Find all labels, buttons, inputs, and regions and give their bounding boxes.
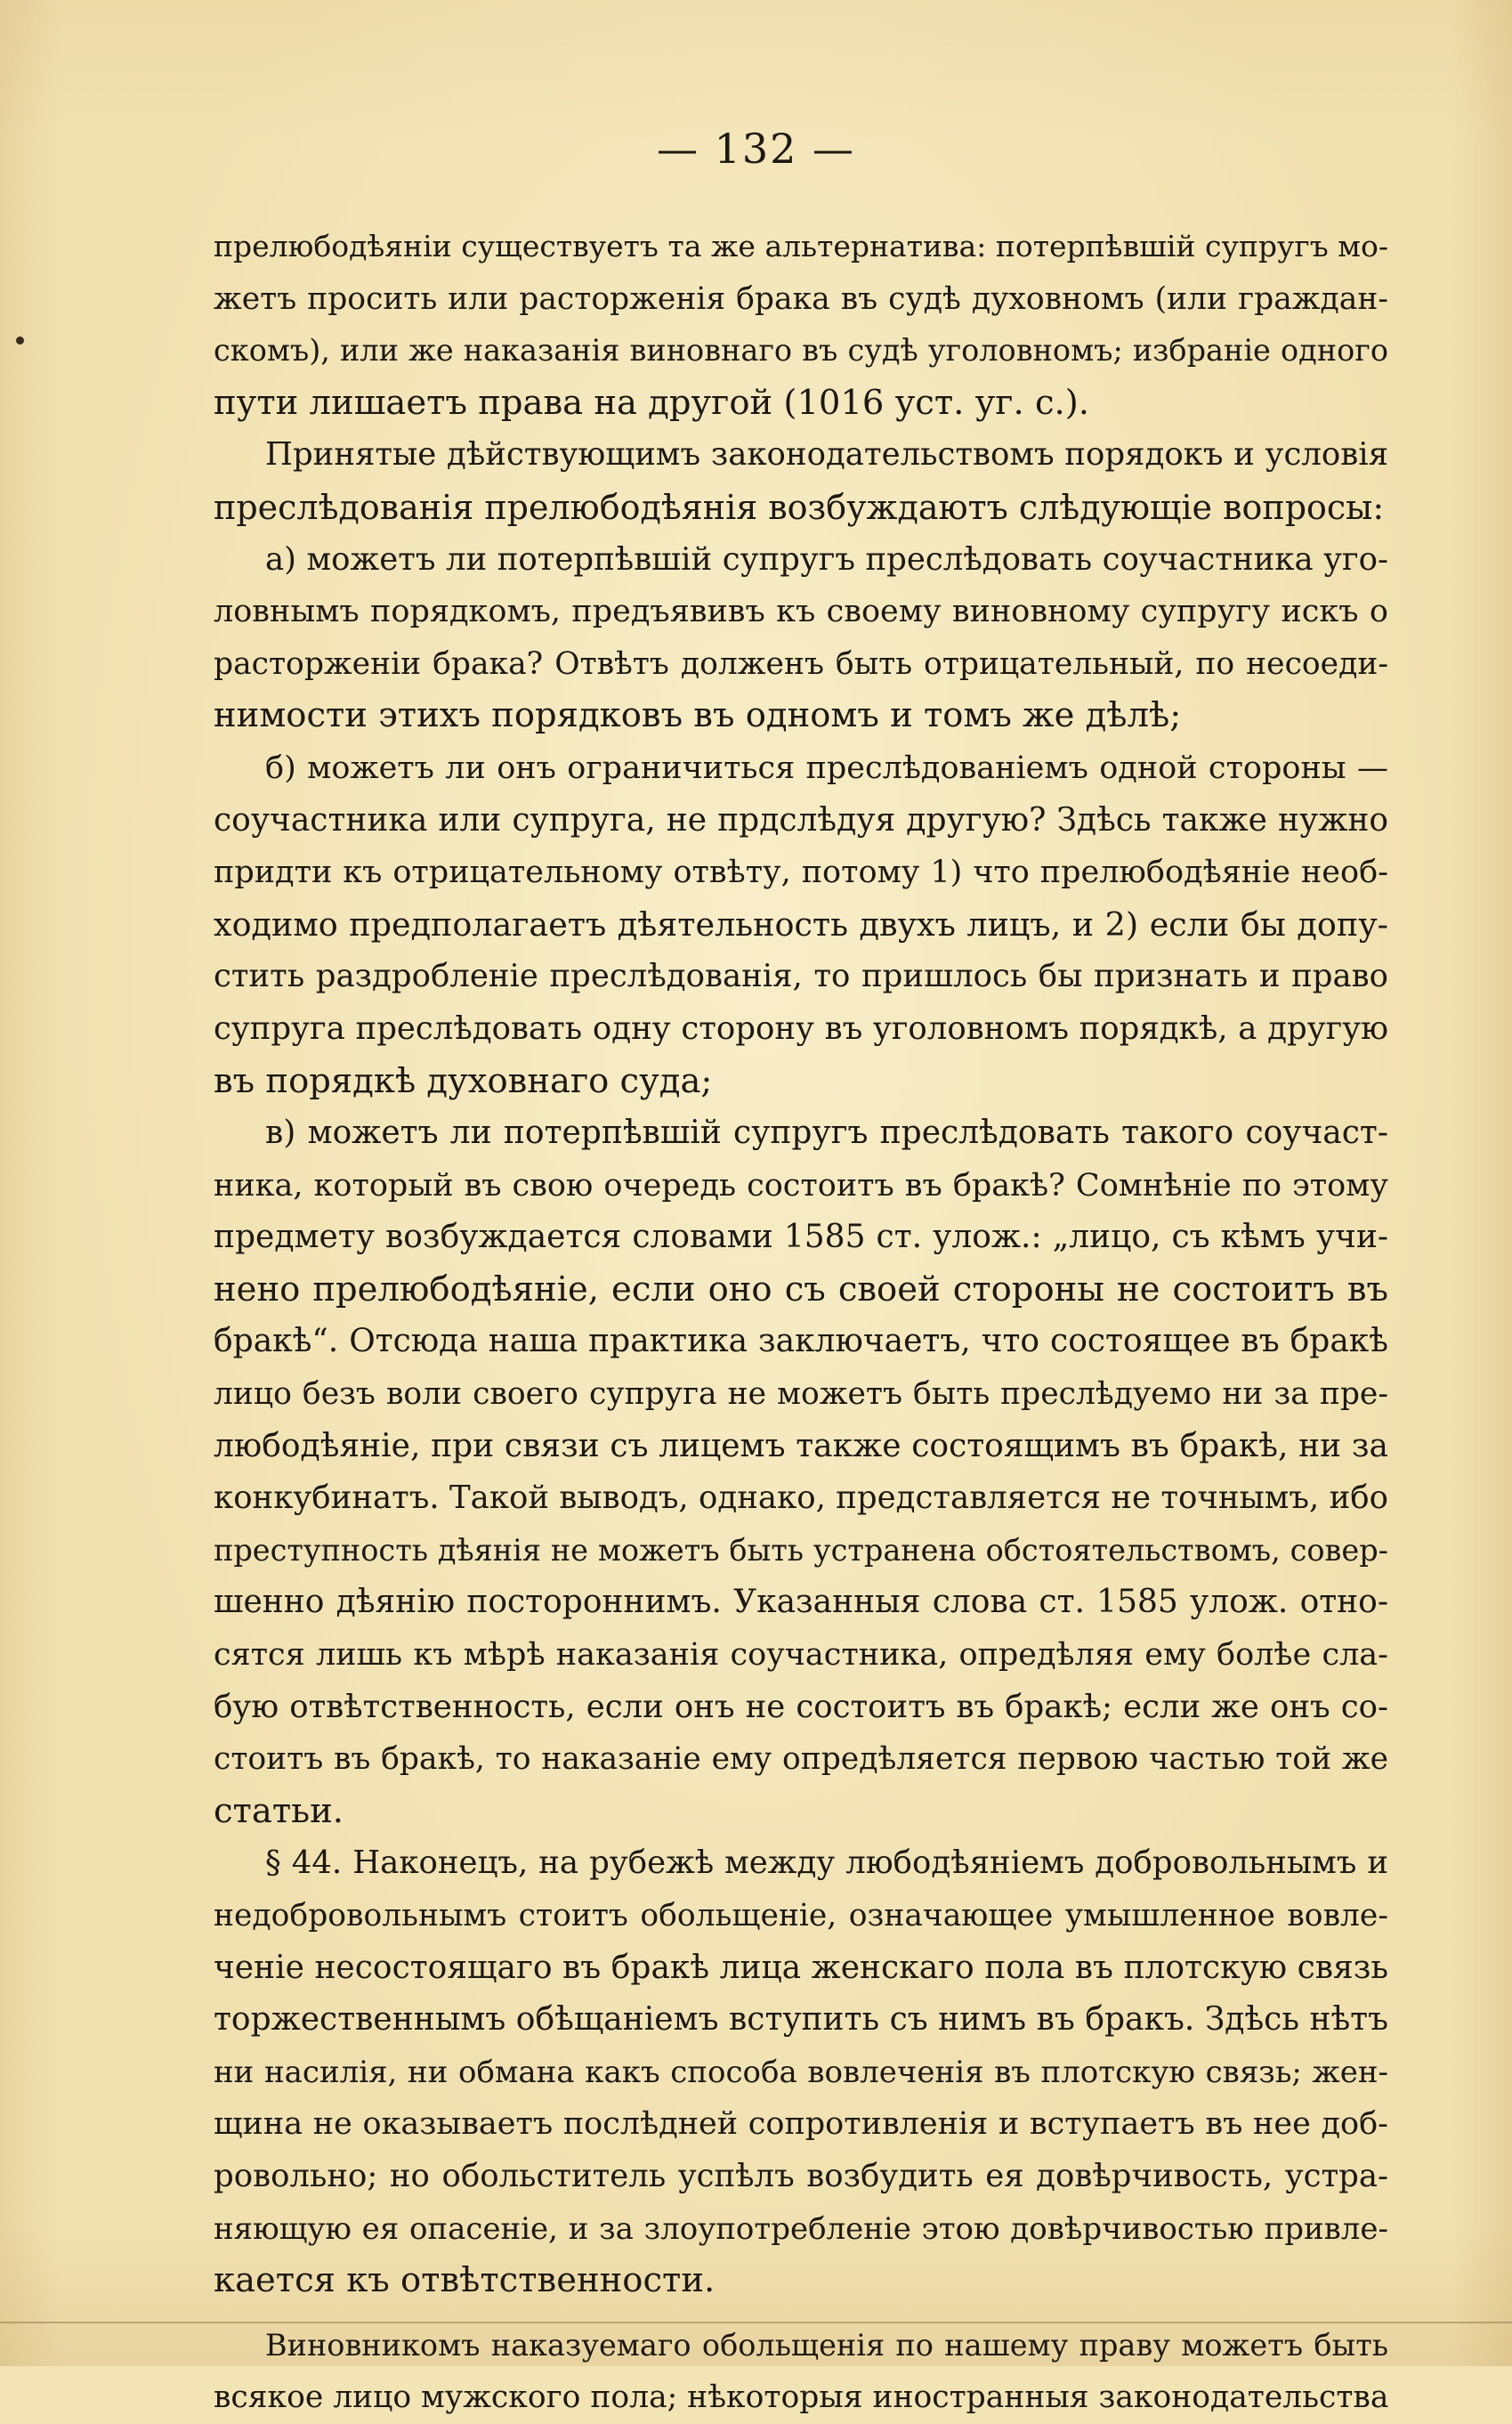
- text-line: преступность дѣянія не можетъ быть устранена обстоятельствомъ, совер-: [214, 1532, 1388, 1568]
- text-line: ходимо предполагаетъ дѣятельность двухъ лицъ, и 2) если бы допу-: [214, 904, 1388, 944]
- text-line: ченіе несостоящаго въ бракѣ лица женскаго пола въ плотскую связь: [214, 1949, 1388, 1986]
- text-line: недобровольнымъ стоитъ обольщеніе, означающее умышленное вовле-: [214, 1898, 1388, 1934]
- text-line: ловнымъ порядкомъ, предъявивъ къ своему виновному супругу искъ о: [214, 594, 1388, 630]
- text-line: ни насилія, ни обмана какъ способа вовлеченія въ плотскую связь; жен-: [214, 2054, 1388, 2090]
- body-text: [214, 221, 1388, 2424]
- text-line: сятся лишь къ мѣрѣ наказанія соучастника, опредѣляя ему болѣе сла-: [214, 1637, 1388, 1674]
- text-line: шенно дѣянію постороннимъ. Указанныя слова ст. 1585 улож. отно-: [214, 1584, 1388, 1621]
- text-line: скомъ), или же наказанія виновнаго въ судѣ уголовномъ; избраніе одного: [214, 333, 1388, 369]
- text-line: въ порядкѣ духовнаго суда;: [214, 1060, 713, 1101]
- text-line: любодѣяніе, при связи съ лицемъ также состоящимъ въ бракѣ, ни за: [214, 1427, 1388, 1464]
- text-line: конкубинатъ. Такой выводъ, однако, представляется не точнымъ, ибо: [214, 1480, 1388, 1517]
- text-line: статьи.: [214, 1790, 344, 1831]
- text-line: а) можетъ ли потерпѣвшій супругъ преслѣдовать соучастника уго-: [265, 540, 1388, 578]
- text-line: расторженіи брака? Отвѣтъ долженъ быть отрицательный, по несоеди-: [214, 645, 1388, 682]
- text-line: щина не оказываетъ послѣдней сопротивленія и вступаетъ въ нее доб-: [214, 2106, 1388, 2143]
- margin-ink-dot: [16, 336, 24, 345]
- text-line: прелюбодѣяніи существуетъ та же альтернатива: потерпѣвшій супругъ мо-: [214, 229, 1388, 263]
- text-line: в) можетъ ли потерпѣвшій супругъ преслѣдовать такого соучаст-: [265, 1115, 1388, 1152]
- text-line: няющую ея опасеніе, и за злоупотребленіе этою довѣрчивостью привле-: [214, 2210, 1388, 2247]
- text-line: предмету возбуждается словами 1585 ст. улож.: „лицо, съ кѣмъ учи-: [214, 1219, 1388, 1256]
- text-line: придти къ отрицательному отвѣту, потому 1) что прелюбодѣяніе необ-: [214, 855, 1388, 891]
- text-line: жетъ просить или расторженія брака въ судѣ духовномъ (или граждан-: [214, 280, 1388, 317]
- text-line: стоитъ въ бракѣ, то наказаніе ему опредѣляется первою частью той же: [214, 1741, 1388, 1778]
- text-line: ника, который въ свою очередь состоитъ въ бракѣ? Сомнѣніе по этому: [214, 1167, 1388, 1204]
- page-bottom-edge: [0, 2322, 1512, 2323]
- text-line: лицо безъ воли своего супруга не можетъ быть преслѣдуемо ни за пре-: [214, 1376, 1388, 1413]
- text-line: ровольно; но обольститель успѣлъ возбудить ея довѣрчивость, устра-: [214, 2157, 1388, 2194]
- text-line: всякое лицо мужского пола; нѣкоторыя иностранныя законодательства: [214, 2379, 1389, 2416]
- text-line: Принятые дѣйствующимъ законодательствомъ порядокъ и условія: [265, 436, 1388, 474]
- text-line: § 44. Наконецъ, на рубежѣ между любодѣяніемъ добровольнымъ и: [265, 1844, 1388, 1882]
- text-line: бракѣ“. Отсюда наша практика заключаетъ, что состоящее въ бракѣ: [214, 1323, 1388, 1360]
- text-line: бую отвѣтственность, если онъ не состоитъ въ бракѣ; если же онъ со-: [214, 1688, 1388, 1725]
- text-line: пути лишаетъ права на другой (1016 уст. уг. с.).: [214, 382, 1090, 423]
- text-line: Виновникомъ наказуемаго обольщенія по нашему праву можетъ быть: [265, 2327, 1388, 2363]
- text-line: преслѣдованія прелюбодѣянія возбуждаютъ слѣдующіе вопросы:: [214, 487, 1385, 527]
- text-line: соучастника или супруга, не прдслѣдуя другую? Здѣсь также нужно: [214, 801, 1388, 839]
- text-line: супруга преслѣдовать одну сторону въ уголовномъ порядкѣ, а другую: [214, 1009, 1388, 1047]
- text-line: кается къ отвѣтственности.: [214, 2260, 716, 2301]
- text-line: торжественнымъ обѣщаніемъ вступить съ нимъ въ бракъ. Здѣсь нѣтъ: [214, 2001, 1388, 2039]
- page-number: — 132 —: [656, 125, 856, 173]
- text-line: нено прелюбодѣяніе, если оно съ своей стороны не состоитъ въ: [214, 1269, 1388, 1309]
- text-line: стить раздробленіе преслѣдованія, то пришлось бы признать и право: [214, 958, 1388, 995]
- text-line: б) можетъ ли онъ ограничиться преслѣдованіемъ одной стороны —: [265, 750, 1388, 786]
- text-line: нимости этихъ порядковъ въ одномъ и томъ же дѣлѣ;: [214, 695, 1182, 736]
